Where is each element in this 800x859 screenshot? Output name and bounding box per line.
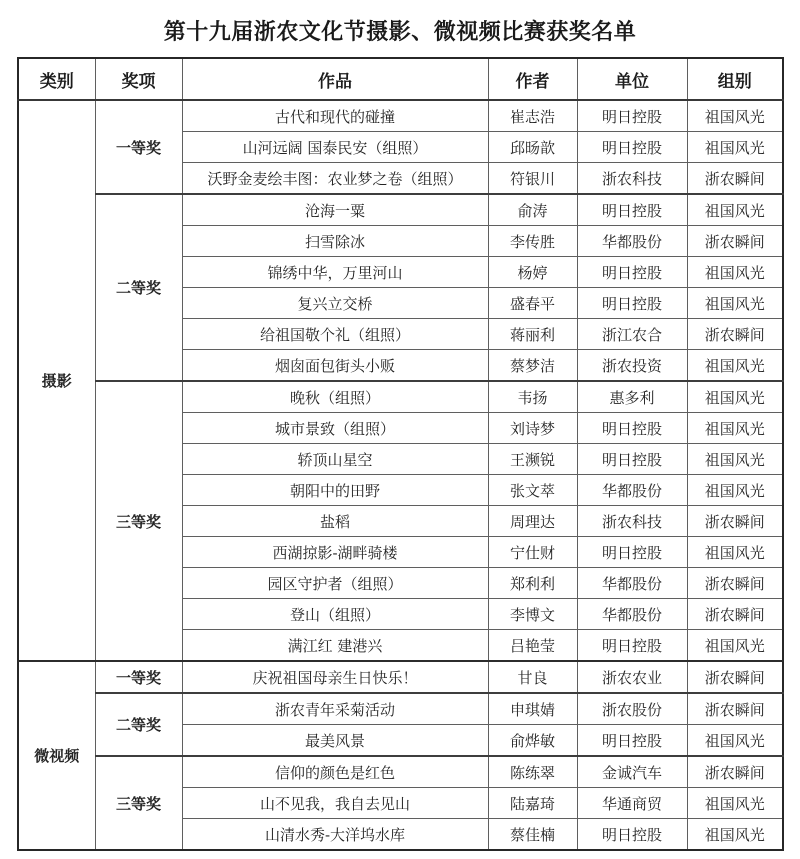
author-cell: 王濒锐 xyxy=(488,444,577,475)
column-header-5: 组别 xyxy=(687,58,783,100)
unit-cell: 浙农投资 xyxy=(577,350,687,382)
author-cell: 甘良 xyxy=(488,661,577,693)
table-row xyxy=(18,194,783,226)
group-cell: 祖国风光 xyxy=(687,100,783,132)
column-header-1: 奖项 xyxy=(95,58,182,100)
author-cell: 盛春平 xyxy=(488,288,577,319)
group-cell: 浙农瞬间 xyxy=(687,506,783,537)
group-cell: 浙农瞬间 xyxy=(687,693,783,725)
table-row xyxy=(18,381,783,413)
work-cell: 山不见我，我自去见山 xyxy=(182,788,488,819)
table-row xyxy=(18,100,783,132)
unit-cell: 明日控股 xyxy=(577,194,687,226)
work-cell: 山河远阔 国泰民安（组照） xyxy=(182,132,488,163)
group-cell: 祖国风光 xyxy=(687,381,783,413)
group-cell: 浙农瞬间 xyxy=(687,568,783,599)
header-row xyxy=(18,58,783,100)
group-cell: 祖国风光 xyxy=(687,725,783,757)
column-header-0: 类别 xyxy=(18,58,95,100)
author-cell: 杨婷 xyxy=(488,257,577,288)
author-cell: 宁仕财 xyxy=(488,537,577,568)
author-cell: 郑利利 xyxy=(488,568,577,599)
work-cell: 复兴立交桥 xyxy=(182,288,488,319)
unit-cell: 明日控股 xyxy=(577,819,687,851)
unit-cell: 明日控股 xyxy=(577,444,687,475)
work-cell: 轿顶山星空 xyxy=(182,444,488,475)
group-cell: 浙农瞬间 xyxy=(687,661,783,693)
author-cell: 蔡佳楠 xyxy=(488,819,577,851)
work-cell: 山清水秀-大洋坞水库 xyxy=(182,819,488,851)
work-cell: 浙农青年采菊活动 xyxy=(182,693,488,725)
unit-cell: 浙农农业 xyxy=(577,661,687,693)
group-cell: 祖国风光 xyxy=(687,257,783,288)
table-row xyxy=(18,693,783,725)
group-cell: 祖国风光 xyxy=(687,350,783,382)
unit-cell: 明日控股 xyxy=(577,537,687,568)
author-cell: 符银川 xyxy=(488,163,577,195)
awards-table xyxy=(17,57,784,851)
page-title: 第十九届浙农文化节摄影、微视频比赛获奖名单 xyxy=(163,19,637,45)
group-cell: 祖国风光 xyxy=(687,475,783,506)
work-cell: 庆祝祖国母亲生日快乐！ xyxy=(182,661,488,693)
unit-cell: 浙农科技 xyxy=(577,506,687,537)
unit-cell: 明日控股 xyxy=(577,413,687,444)
column-header-3: 作者 xyxy=(488,58,577,100)
work-cell: 晚秋（组照） xyxy=(182,381,488,413)
unit-cell: 华通商贸 xyxy=(577,788,687,819)
group-cell: 浙农瞬间 xyxy=(687,756,783,788)
group-cell: 祖国风光 xyxy=(687,413,783,444)
author-cell: 邱旸歆 xyxy=(488,132,577,163)
group-cell: 祖国风光 xyxy=(687,819,783,851)
author-cell: 张文萃 xyxy=(488,475,577,506)
work-cell: 给祖国敬个礼（组照） xyxy=(182,319,488,350)
work-cell: 最美风景 xyxy=(182,725,488,757)
award-cell: 二等奖 xyxy=(95,194,182,381)
column-header-4: 单位 xyxy=(577,58,687,100)
author-cell: 韦扬 xyxy=(488,381,577,413)
award-cell: 一等奖 xyxy=(95,100,182,194)
author-cell: 李博文 xyxy=(488,599,577,630)
work-cell: 西湖掠影-湖畔骑楼 xyxy=(182,537,488,568)
unit-cell: 浙江农合 xyxy=(577,319,687,350)
column-header-2: 作品 xyxy=(182,58,488,100)
unit-cell: 金诚汽车 xyxy=(577,756,687,788)
group-cell: 祖国风光 xyxy=(687,194,783,226)
group-cell: 浙农瞬间 xyxy=(687,599,783,630)
group-cell: 浙农瞬间 xyxy=(687,163,783,195)
author-cell: 蒋丽利 xyxy=(488,319,577,350)
author-cell: 陈练翠 xyxy=(488,756,577,788)
group-cell: 祖国风光 xyxy=(687,537,783,568)
unit-cell: 浙农股份 xyxy=(577,693,687,725)
work-cell: 锦绣中华，万里河山 xyxy=(182,257,488,288)
author-cell: 陆嘉琦 xyxy=(488,788,577,819)
author-cell: 蔡梦洁 xyxy=(488,350,577,382)
author-cell: 俞涛 xyxy=(488,194,577,226)
category-cell: 摄影 xyxy=(18,100,95,661)
group-cell: 祖国风光 xyxy=(687,630,783,662)
unit-cell: 华都股份 xyxy=(577,226,687,257)
group-cell: 祖国风光 xyxy=(687,288,783,319)
author-cell: 俞烨敏 xyxy=(488,725,577,757)
work-cell: 扫雪除冰 xyxy=(182,226,488,257)
unit-cell: 华都股份 xyxy=(577,568,687,599)
award-cell: 一等奖 xyxy=(95,661,182,693)
author-cell: 申琪婧 xyxy=(488,693,577,725)
unit-cell: 明日控股 xyxy=(577,725,687,757)
work-cell: 朝阳中的田野 xyxy=(182,475,488,506)
unit-cell: 浙农科技 xyxy=(577,163,687,195)
unit-cell: 惠多利 xyxy=(577,381,687,413)
work-cell: 满江红 建港兴 xyxy=(182,630,488,662)
work-cell: 城市景致（组照） xyxy=(182,413,488,444)
award-cell: 三等奖 xyxy=(95,381,182,661)
group-cell: 浙农瞬间 xyxy=(687,319,783,350)
category-cell: 微视频 xyxy=(18,661,95,850)
work-cell: 沧海一粟 xyxy=(182,194,488,226)
unit-cell: 明日控股 xyxy=(577,132,687,163)
group-cell: 祖国风光 xyxy=(687,132,783,163)
author-cell: 李传胜 xyxy=(488,226,577,257)
work-cell: 古代和现代的碰撞 xyxy=(182,100,488,132)
group-cell: 浙农瞬间 xyxy=(687,226,783,257)
award-cell: 三等奖 xyxy=(95,756,182,850)
work-cell: 沃野金麦绘丰图：农业梦之卷（组照） xyxy=(182,163,488,195)
unit-cell: 华都股份 xyxy=(577,599,687,630)
table-row xyxy=(18,661,783,693)
unit-cell: 明日控股 xyxy=(577,630,687,662)
group-cell: 祖国风光 xyxy=(687,444,783,475)
work-cell: 烟囱面包街头小贩 xyxy=(182,350,488,382)
unit-cell: 明日控股 xyxy=(577,288,687,319)
author-cell: 刘诗梦 xyxy=(488,413,577,444)
work-cell: 登山（组照） xyxy=(182,599,488,630)
work-cell: 园区守护者（组照） xyxy=(182,568,488,599)
work-cell: 盐稻 xyxy=(182,506,488,537)
group-cell: 祖国风光 xyxy=(687,788,783,819)
author-cell: 崔志浩 xyxy=(488,100,577,132)
award-cell: 二等奖 xyxy=(95,693,182,756)
unit-cell: 华都股份 xyxy=(577,475,687,506)
author-cell: 周理达 xyxy=(488,506,577,537)
table-row xyxy=(18,756,783,788)
work-cell: 信仰的颜色是红色 xyxy=(182,756,488,788)
author-cell: 吕艳莹 xyxy=(488,630,577,662)
unit-cell: 明日控股 xyxy=(577,100,687,132)
unit-cell: 明日控股 xyxy=(577,257,687,288)
